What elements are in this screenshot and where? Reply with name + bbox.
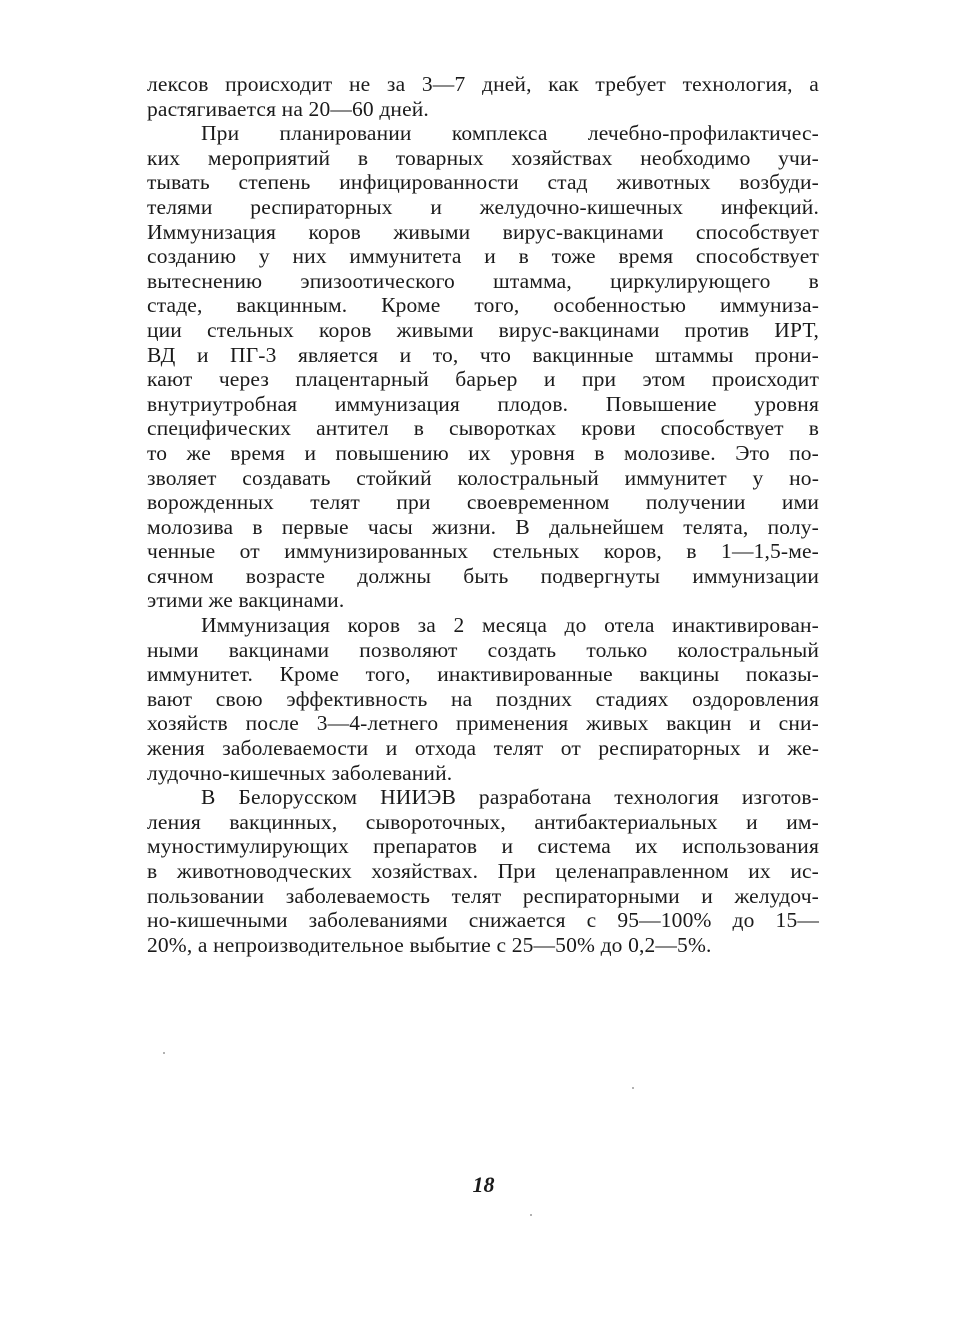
scan-speck	[632, 1087, 634, 1089]
text-line: сячном возрасте должны быть подвергнуты иммунизации	[147, 563, 819, 588]
scan-speck	[163, 1052, 165, 1054]
text-line: внутриутробная иммунизация плодов. Повышение уровня	[147, 391, 819, 416]
text-line: стаде, вакцинным. Кроме того, особенностью иммуниза-	[147, 293, 819, 318]
text-line: ких мероприятий в товарных хозяйствах необходимо учи-	[147, 145, 819, 170]
paragraph-3	[147, 613, 819, 785]
text-line: созданию у них иммунитета и в тоже время способствует	[147, 244, 819, 269]
text-line: иммунитет. Кроме того, инактивированные вакцины показы-	[147, 662, 819, 687]
text-line: ченные от иммунизированных стельных коров, в 1—1,5-ме-	[147, 539, 819, 564]
page-number: 18	[472, 1172, 495, 1197]
text-line: зволяет создавать стойкий колостральный иммунитет у но-	[147, 465, 819, 490]
text-line: вытеснению эпизоотического штамма, циркулирующего в	[147, 268, 819, 293]
text-line: лудочно-кишечных заболеваний.	[147, 760, 453, 785]
text-line: вают свою эффективность на поздних стадиях оздоровления	[147, 686, 819, 711]
text-line: растягивается на 20—60 дней.	[147, 96, 429, 121]
text-line: Иммунизация коров живыми вирус-вакцинами способствует	[147, 219, 819, 244]
text-line: то же время и повышению их уровня в молозиве. Это по-	[147, 440, 819, 465]
paragraph-1	[147, 72, 819, 121]
text-line: Иммунизация коров за 2 месяца до отела инактивирован-	[201, 613, 819, 638]
text-line: жения заболеваемости и отхода телят от респираторных и же-	[147, 736, 819, 761]
text-line: ворожденных телят при своевременном получении ими	[147, 490, 819, 515]
text-line: в животноводческих хозяйствах. При целенаправленном их ис-	[147, 859, 819, 883]
text-line: При планировании комплекса лечебно-профилактичес-	[201, 121, 819, 146]
text-line: тывать степень инфицированности стад животных возбуди-	[147, 170, 819, 195]
text-line: 20%, а непроизводительное выбытие с 25—50% до 0,2—5%.	[147, 932, 712, 957]
text-line: муностимулирующих препаратов и система их использования	[147, 834, 819, 859]
paragraph-4	[147, 785, 819, 957]
text-line: этими же вакцинами.	[147, 588, 345, 613]
text-line: В Белорусском НИИЭВ разработана технология изготов-	[201, 785, 819, 810]
text-line: ВД и ПГ-3 является и то, что вакцинные штаммы прони-	[147, 342, 819, 367]
text-line: ции стельных коров живыми вирус-вакцинами против ИРТ,	[147, 317, 819, 342]
text-line: кают через плацентарный барьер и при этом происходит	[147, 367, 819, 392]
text-line: но-кишечными заболеваниями снижается с 95—100% до 15—	[147, 908, 819, 933]
text-line: специфических антител в сыворотках крови способствует в	[147, 416, 819, 441]
text-line: ления вакцинных, сывороточных, антибактериальных и им-	[147, 809, 819, 834]
scan-speck	[530, 1214, 532, 1216]
body-text	[147, 72, 819, 957]
paragraph-2	[147, 121, 819, 613]
text-line: ными вакцинами позволяют создать только колостральный	[147, 637, 819, 662]
text-line: пользовании заболеваемость телят респираторными и желудоч-	[147, 883, 819, 908]
text-line: молозива в первые часы жизни. В дальнейшем телята, полу-	[147, 514, 819, 539]
text-line: телями респираторных и желудочно-кишечных инфекций.	[147, 194, 819, 219]
text-line: хозяйств после 3—4-летнего применения живых вакцин и сни-	[147, 711, 819, 736]
text-line: лексов происходит не за 3—7 дней, как требует технология, а	[147, 72, 819, 96]
